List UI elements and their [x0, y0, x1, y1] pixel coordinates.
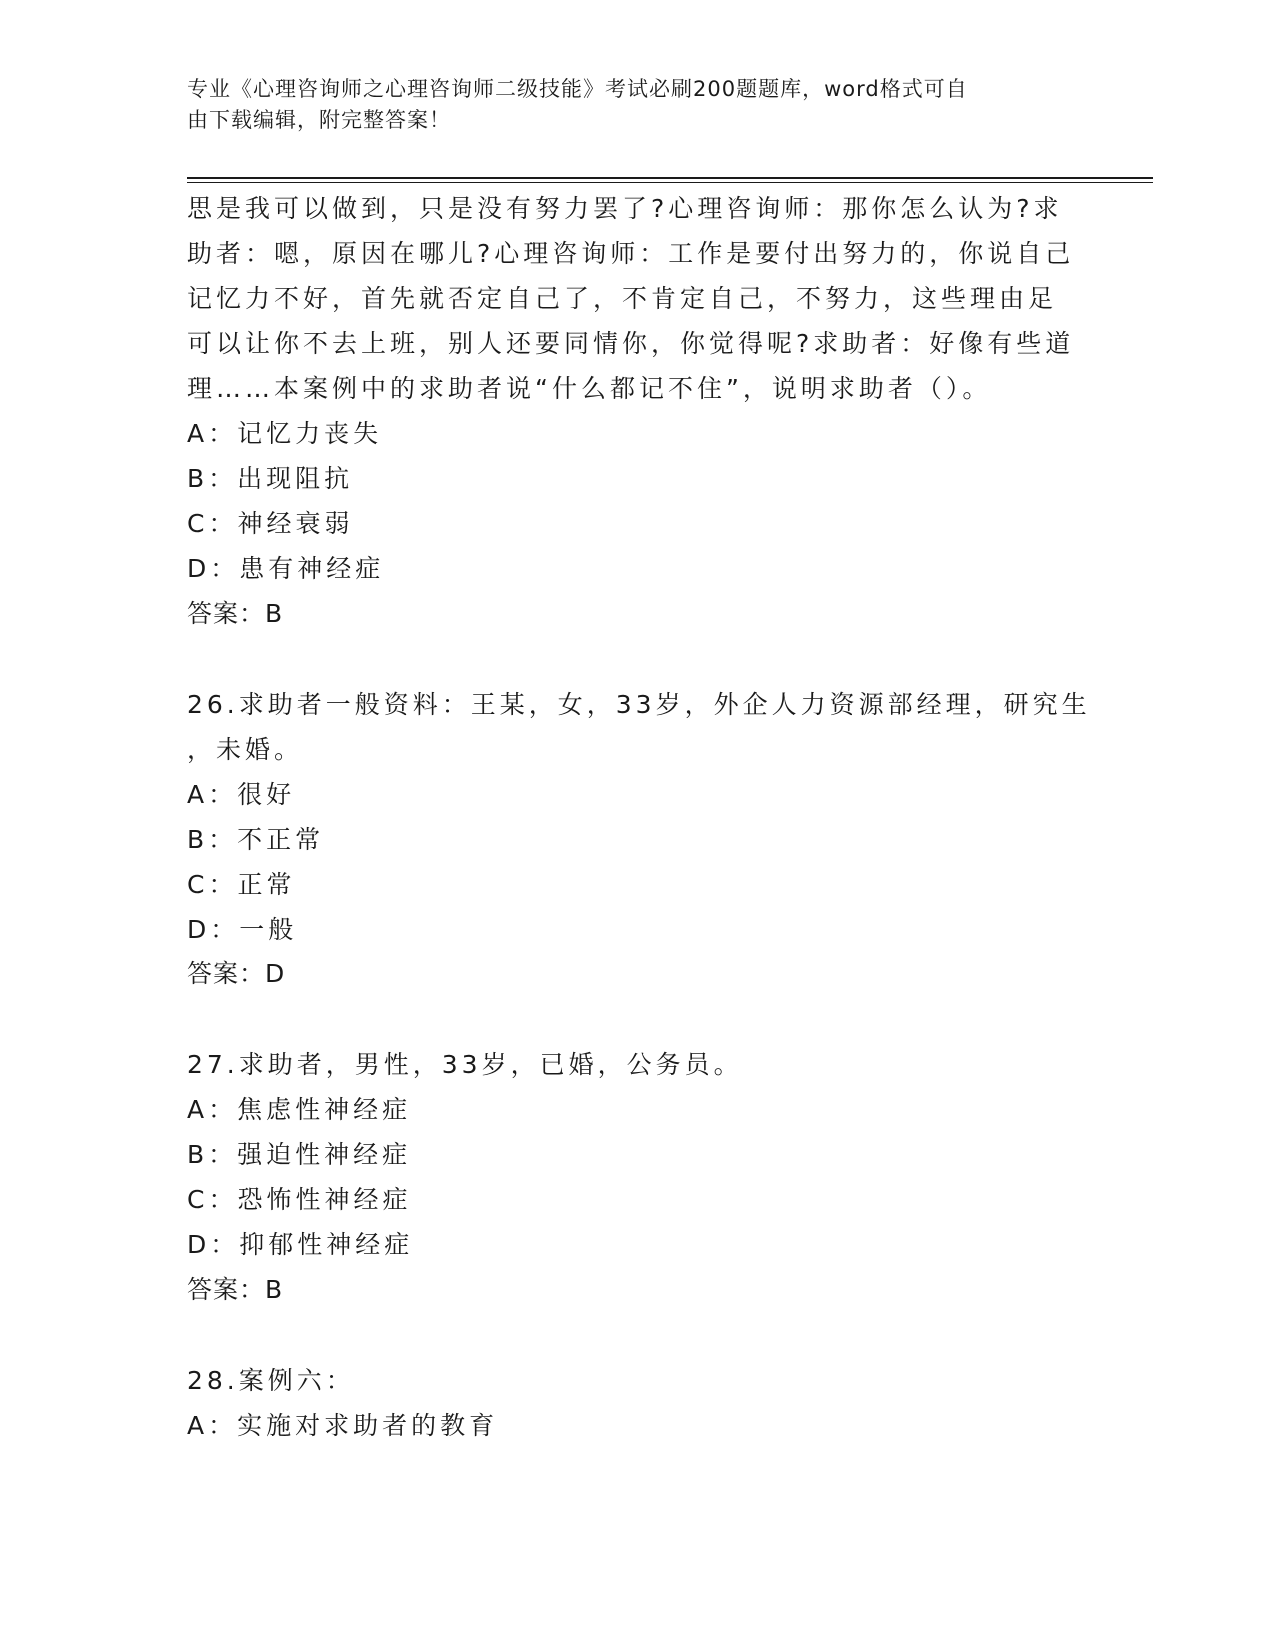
question-26-text-cont: ，未婚。 [187, 735, 304, 764]
header-line-1: 专业《心理咨询师之心理咨询师二级技能》考试必刷200题题库，word格式可自 [187, 77, 968, 101]
option-a: A：很好 [187, 780, 296, 809]
option-c: C：神经衰弱 [187, 509, 354, 538]
option-b: B：不正常 [187, 825, 325, 854]
question-28-text: 28.案例六： [187, 1366, 355, 1395]
question-text-line: 理……本案例中的求助者说“什么都记不住”，说明求助者（）。 [187, 374, 992, 403]
answer-text: 答案：B [187, 1275, 284, 1304]
option-d: D：患有神经症 [187, 554, 385, 583]
option-a: A：实施对求助者的教育 [187, 1411, 499, 1440]
question-text-line: 可以让你不去上班，别人还要同情你，你觉得呢?求助者：好像有些道 [187, 329, 1075, 358]
header-divider-thin [187, 182, 1153, 183]
option-c: C：恐怖性神经症 [187, 1185, 412, 1214]
question-text-line: 助者：嗯，原因在哪儿?心理咨询师：工作是要付出努力的，你说自己 [187, 239, 1075, 268]
option-c: C：正常 [187, 870, 296, 899]
question-text-line: 记忆力不好，首先就否定自己了，不肯定自己，不努力，这些理由足 [187, 284, 1058, 313]
question-text-line: 思是我可以做到，只是没有努力罢了?心理咨询师：那你怎么认为?求 [187, 194, 1063, 223]
document-header [187, 74, 1067, 136]
header-divider-thick [187, 177, 1153, 179]
question-26-text: 26.求助者一般资料：王某，女，33岁，外企人力资源部经理，研究生 [187, 690, 1091, 719]
option-a: A：焦虑性神经症 [187, 1095, 412, 1124]
option-d: D：一般 [187, 915, 298, 944]
option-d: D：抑郁性神经症 [187, 1230, 414, 1259]
option-b: B：强迫性神经症 [187, 1140, 412, 1169]
option-b: B：出现阻抗 [187, 464, 354, 493]
answer-text: 答案：B [187, 599, 284, 628]
header-line-2: 由下载编辑，附完整答案！ [187, 108, 451, 132]
option-a: A：记忆力丧失 [187, 419, 383, 448]
question-27-text: 27.求助者，男性，33岁，已婚，公务员。 [187, 1050, 743, 1079]
answer-text: 答案：D [187, 959, 286, 988]
